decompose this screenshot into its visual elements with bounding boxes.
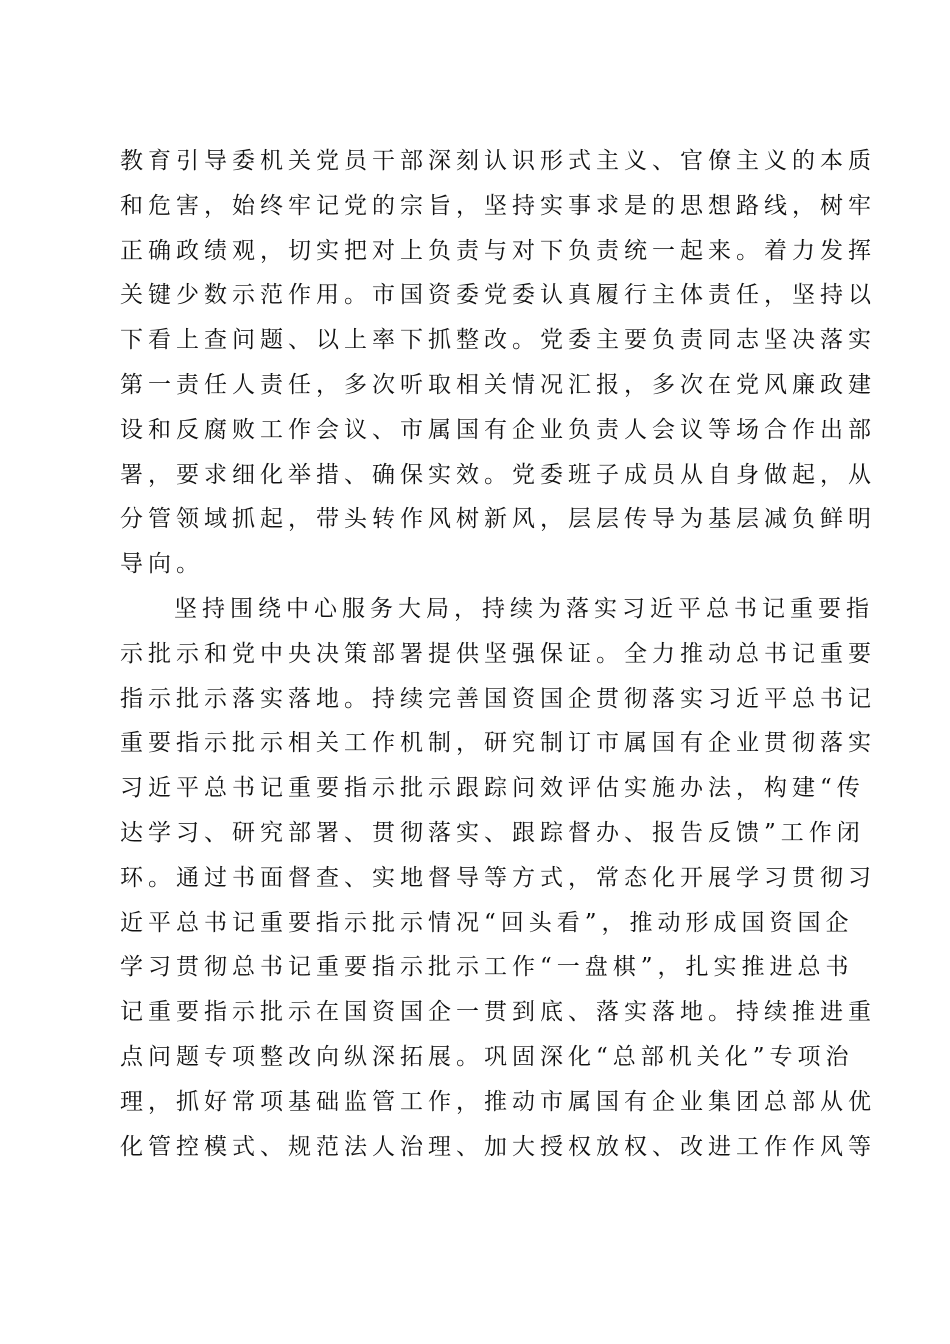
paragraph-first-line: 坚持围绕中心服务大局，持续为落实习近平总书记重要指 bbox=[174, 595, 874, 622]
text-line: 理，抓好常项基础监管工作，推动市属国有企业集团总部从优 bbox=[120, 1088, 876, 1115]
text-line: 第一责任人责任，多次听取相关情况汇报，多次在党风廉政建 bbox=[120, 371, 876, 398]
text-line: 习近平总书记重要指示批示跟踪问效评估实施办法，构建“传 bbox=[120, 775, 865, 802]
text-line: 和危害，始终牢记党的宗旨，坚持实事求是的思想路线，树牢 bbox=[120, 192, 876, 219]
text-line: 化管控模式、规范法人治理、加大授权放权、改进工作作风等 bbox=[120, 1133, 876, 1160]
text-line: 达学习、研究部署、贯彻落实、跟踪督办、报告反馈”工作闭 bbox=[120, 819, 865, 846]
text-line: 关键少数示范作用。市国资委党委认真履行主体责任，坚持以 bbox=[120, 282, 876, 309]
text-line: 重要指示批示相关工作机制，研究制订市属国有企业贯彻落实 bbox=[120, 730, 876, 757]
text-line: 下看上查问题、以上率下抓整改。党委主要负责同志坚决落实 bbox=[120, 327, 876, 354]
text-line: 导向。 bbox=[120, 551, 204, 578]
text-line: 分管领域抓起，带头转作风树新风，层层传导为基层减负鲜明 bbox=[120, 506, 876, 533]
text-line: 教育引导委机关党员干部深刻认识形式主义、官僚主义的本质 bbox=[120, 148, 876, 174]
text-line: 设和反腐败工作会议、市属国有企业负责人会议等场合作出部 bbox=[120, 416, 876, 443]
text-line: 学习贯彻总书记重要指示批示工作“一盘棋”，扎实推进总书 bbox=[120, 954, 854, 981]
text-line: 环。通过书面督查、实地督导等方式，常态化开展学习贯彻习 bbox=[120, 864, 876, 891]
text-line: 点问题专项整改向纵深拓展。巩固深化“总部机关化”专项治 bbox=[120, 1043, 854, 1070]
text-line: 署，要求细化举措、确保实效。党委班子成员从自身做起，从 bbox=[120, 461, 876, 488]
text-line: 示批示和党中央决策部署提供坚强保证。全力推动总书记重要 bbox=[120, 640, 876, 667]
text-line: 指示批示落实落地。持续完善国资国企贯彻落实习近平总书记 bbox=[120, 685, 876, 712]
text-line: 近平总书记重要指示批示情况“回头看”，推动形成国资国企 bbox=[120, 909, 854, 936]
text-line: 记重要指示批示在国资国企一贯到底、落实落地。持续推进重 bbox=[120, 999, 876, 1026]
body-text bbox=[120, 139, 876, 1169]
text-line: 正确政绩观，切实把对上负责与对下负责统一起来。着力发挥 bbox=[120, 237, 876, 264]
